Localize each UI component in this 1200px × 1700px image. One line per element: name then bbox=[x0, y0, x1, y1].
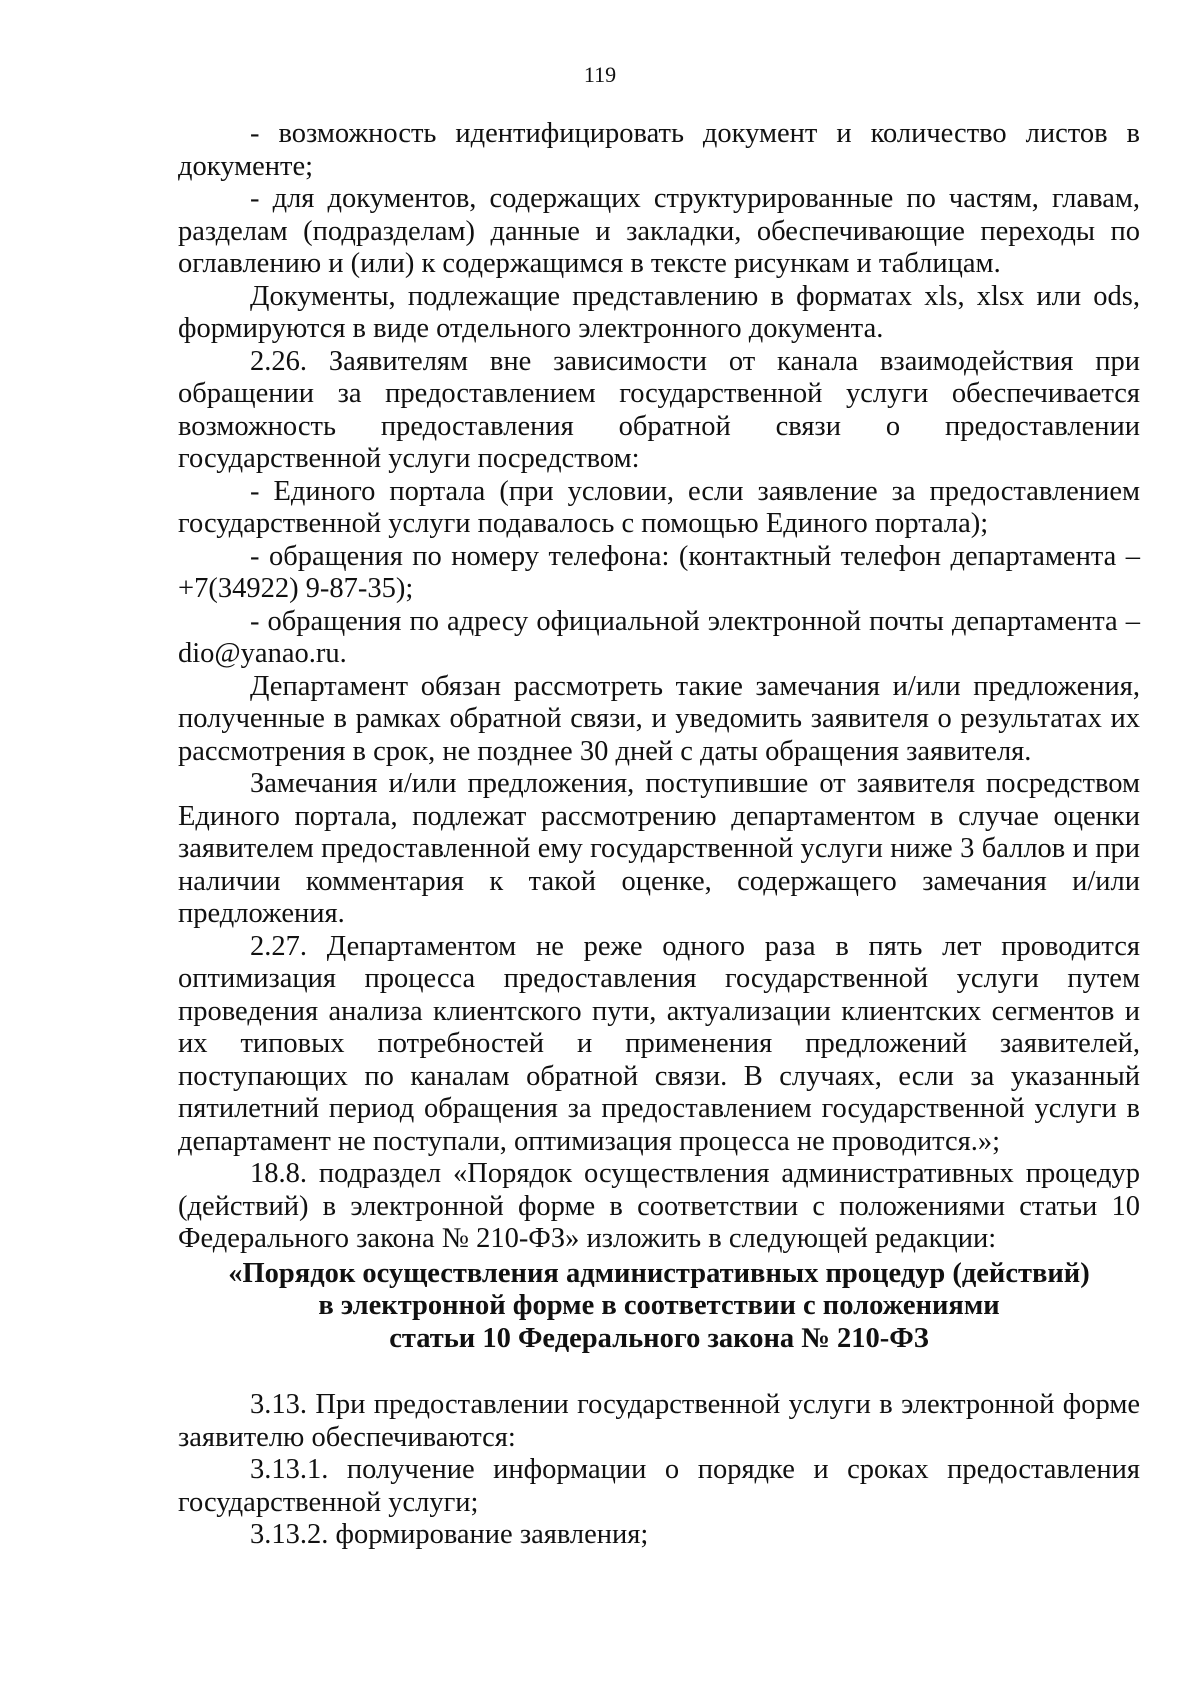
heading-line: в электронной форме в соответствии с положениями bbox=[318, 1290, 1000, 1321]
paragraph-item: - Единого портала (при условии, если заявление за предоставлением государственной услуги подавалось с помощью Единого портала); bbox=[178, 475, 1140, 539]
paragraph-item: - возможность идентифицировать документ и количество листов в документе; bbox=[178, 118, 1140, 182]
blank-line bbox=[178, 1355, 1140, 1389]
paragraph-item: 3.13.2. формирование заявления; bbox=[250, 1519, 649, 1550]
page-number: 119 bbox=[583, 62, 617, 87]
paragraph-item: - обращения по адресу официальной электронной почты департамента – dio@yanao.ru. bbox=[178, 605, 1140, 669]
document-body bbox=[178, 118, 1140, 1552]
paragraph-item: 18.8. подраздел «Порядок осуществления административных процедур (действий) в электронной форме в соответствии с положениями статьи 10 Федерального закона № 210-ФЗ» изложить в следующей редакции: bbox=[178, 1158, 1140, 1254]
section-heading bbox=[178, 1258, 1140, 1356]
paragraph-item: 3.13.1. получение информации о порядке и сроках предоставления государственной услуги; bbox=[178, 1454, 1140, 1518]
paragraph-item: 2.26. Заявителям вне зависимости от канала взаимодействия при обращении за предоставлением государственной услуги обеспечивается возможность предоставления обратной связи о предоставлении государственной услуги посредством: bbox=[178, 345, 1140, 474]
paragraph-item: 3.13. При предоставлении государственной услуги в электронной форме заявителю обеспечиваются: bbox=[178, 1389, 1140, 1453]
heading-line: статьи 10 Федерального закона № 210-ФЗ bbox=[389, 1322, 929, 1354]
paragraph-item: - для документов, содержащих структурированные по частям, главам, разделам (подразделам) данные и закладки, обеспечивающие переходы по оглавлению и (или) к содержащимся в тексте рисункам и таблицам. bbox=[178, 183, 1140, 279]
heading-line: «Порядок осуществления административных процедур (действий) bbox=[228, 1257, 1090, 1289]
paragraph-item: 2.27. Департаментом не реже одного раза в пять лет проводится оптимизация процесса предоставления государственной услуги путем проведения анализа клиентского пути, актуализации клиентских сегментов и их типовых потребностей и применения предложений заявителей, поступающих по каналам обратной связи. В случаях, если за указанный пятилетний период обращения за предоставлением государственной услуги в департамент не поступали, оптимизация процесса не проводится.»; bbox=[178, 930, 1140, 1157]
paragraph-item: Документы, подлежащие представлению в форматах xls, xlsx или ods, формируются в виде отдельного электронного документа. bbox=[178, 280, 1140, 344]
paragraph-item: Департамент обязан рассмотреть такие замечания и/или предложения, полученные в рамках обратной связи, и уведомить заявителя о результатах их рассмотрения в срок, не позднее 30 дней с даты обращения заявителя. bbox=[178, 670, 1140, 767]
paragraph-item: Замечания и/или предложения, поступившие от заявителя посредством Единого портала, подлежат рассмотрению департаментом в случае оценки заявителем предоставленной ему государственной услуги ниже 3 баллов и при наличии комментария к такой оценке, содержащего замечания и/или предложения. bbox=[178, 768, 1140, 929]
paragraph-item: - обращения по номеру телефона: (контактный телефон департамента – +7(34922) 9-87-35); bbox=[178, 540, 1140, 604]
